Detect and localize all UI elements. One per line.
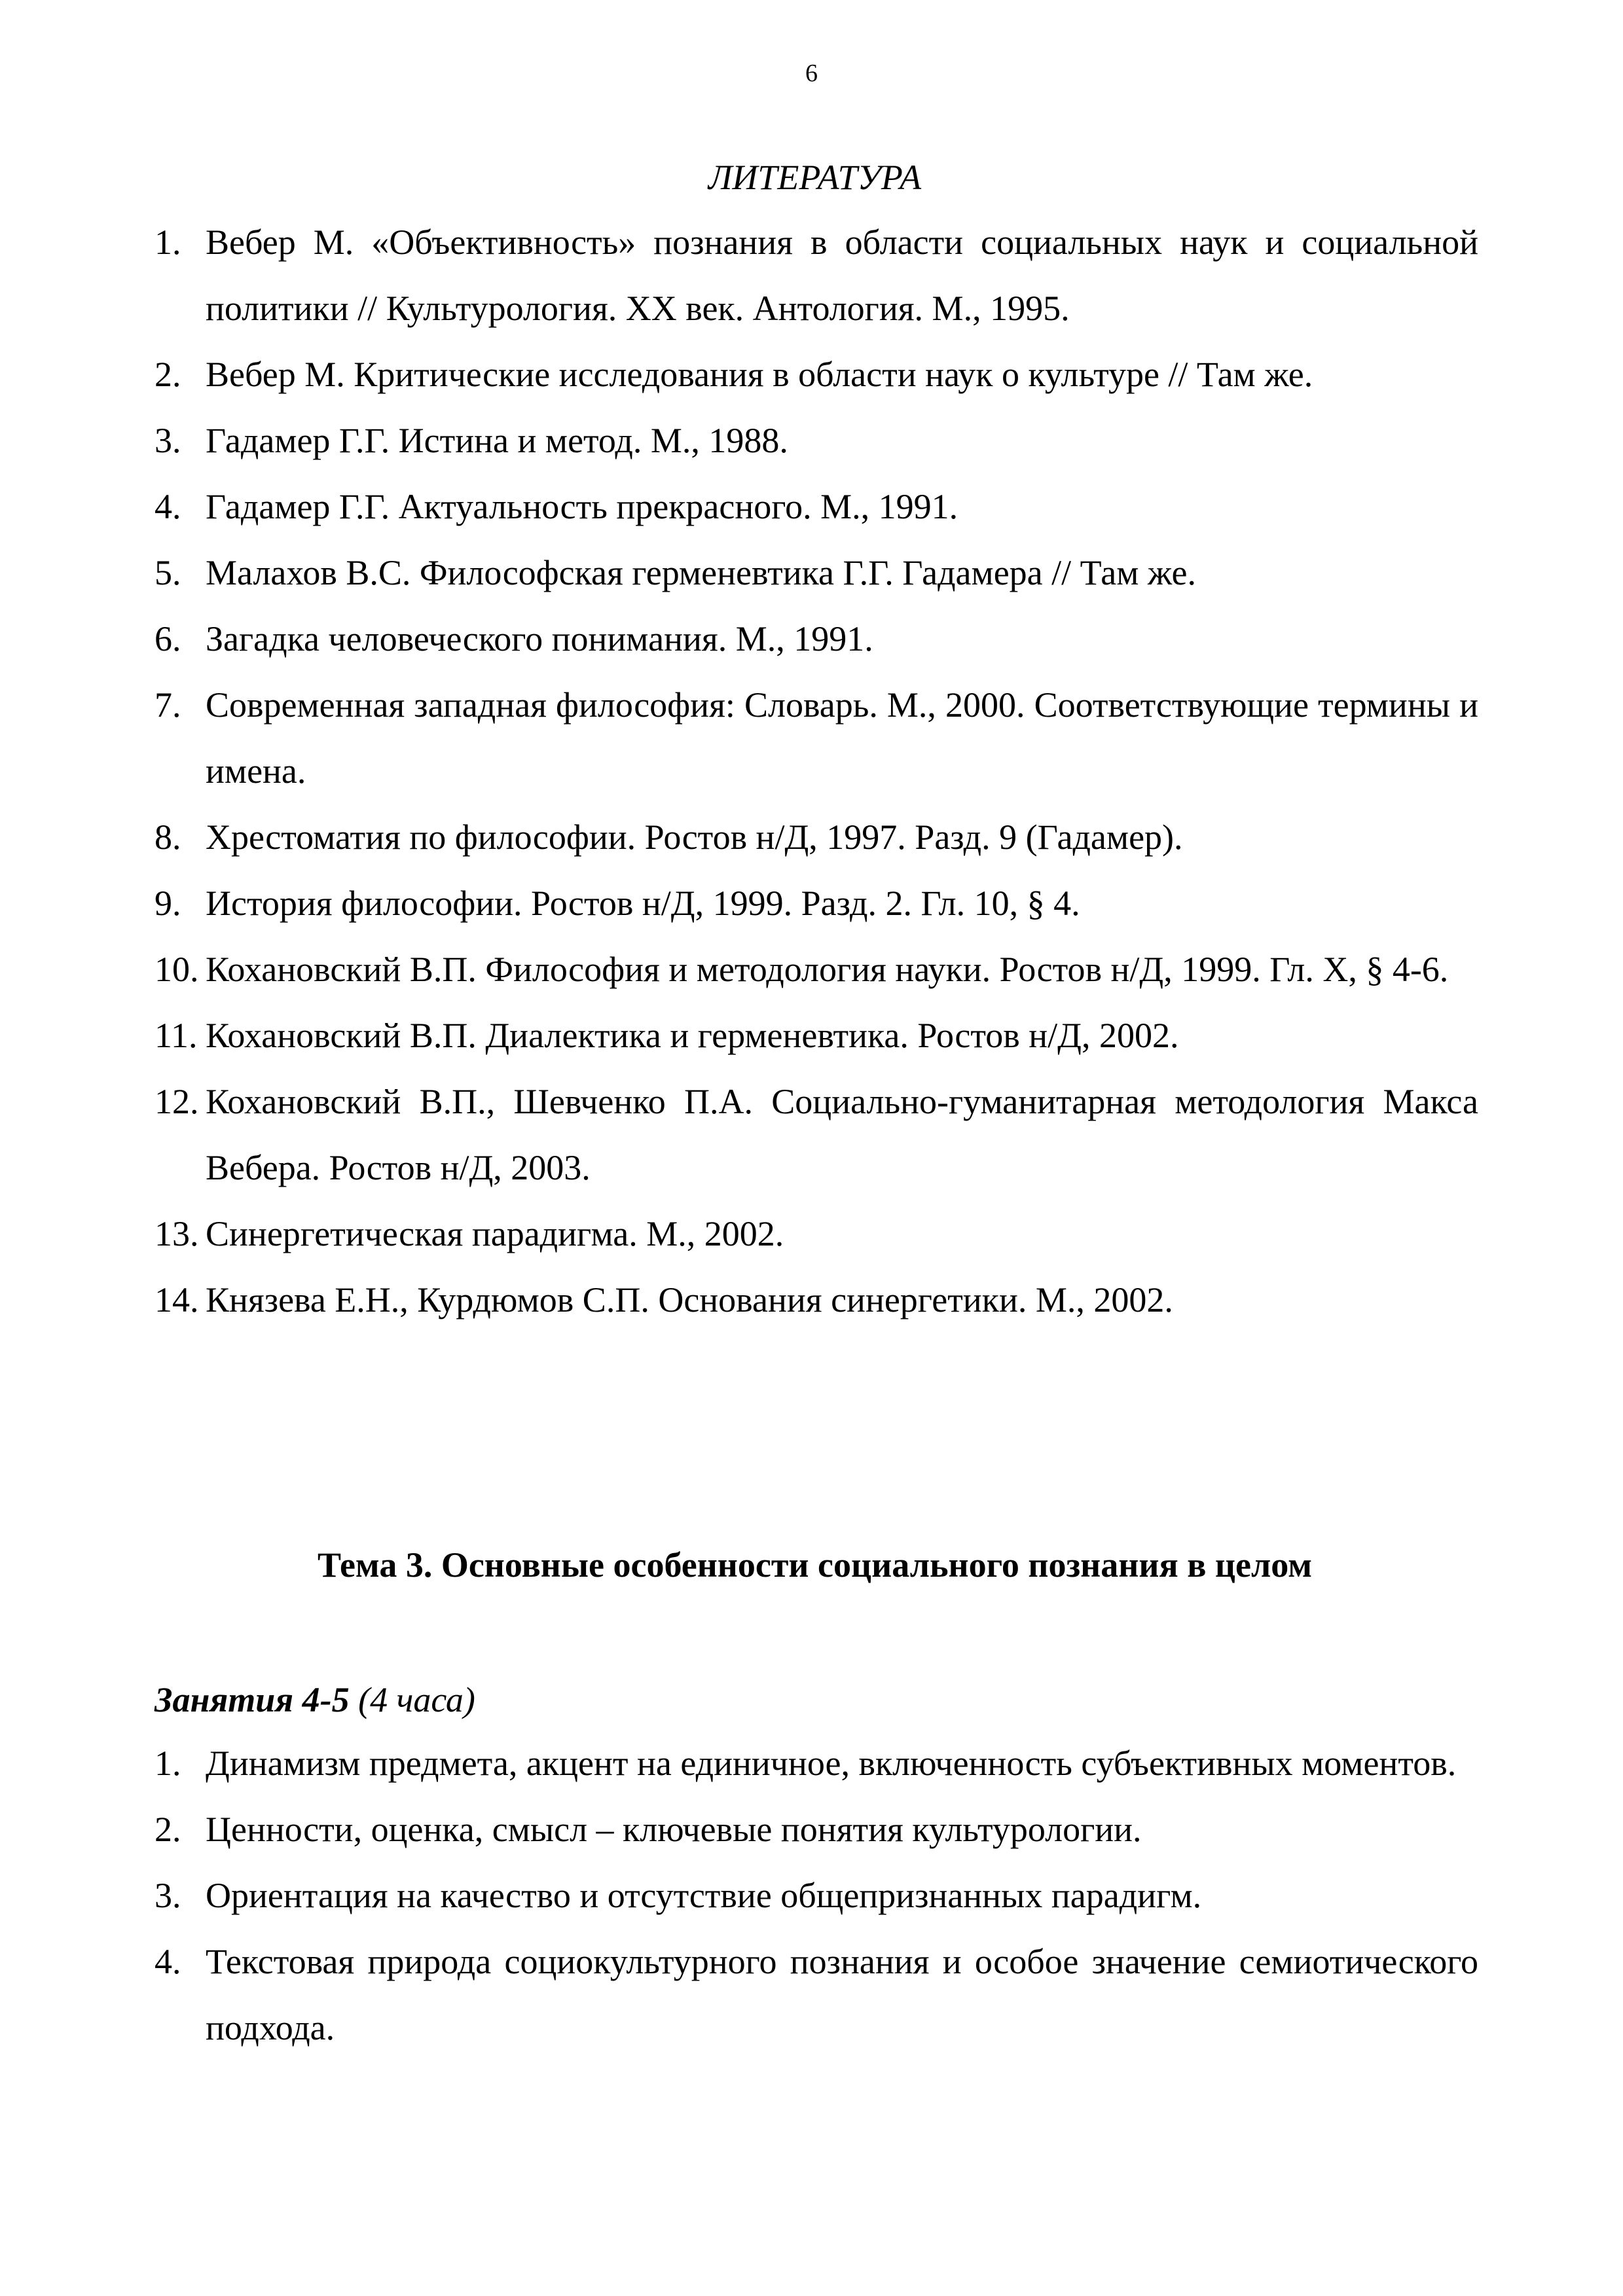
list-item bbox=[155, 474, 1478, 540]
list-item bbox=[155, 804, 1478, 870]
item-number: 13. bbox=[155, 1214, 199, 1253]
item-text: Кохановский В.П. Философия и методология науки. Ростов н/Д, 1999. Гл. X, § 4-6. bbox=[206, 950, 1449, 989]
item-number: 11. bbox=[155, 1016, 198, 1055]
literature-list bbox=[155, 209, 1478, 1333]
literature-heading: ЛИТЕРАТУРА bbox=[708, 158, 922, 197]
item-number: 5. bbox=[155, 553, 181, 592]
list-item bbox=[155, 1069, 1478, 1201]
list-item bbox=[155, 1797, 1478, 1863]
list-item bbox=[155, 606, 1478, 672]
item-number: 6. bbox=[155, 619, 181, 658]
item-text: Хрестоматия по философии. Ростов н/Д, 1997. Разд. 9 (Гадамер). bbox=[206, 817, 1183, 857]
list-item bbox=[155, 1929, 1478, 2061]
list-item bbox=[155, 1863, 1478, 1929]
item-number: 2. bbox=[155, 1810, 181, 1849]
item-text: Вебер М. Критические исследования в области наук о культуре // Там же. bbox=[206, 355, 1313, 394]
item-number: 1. bbox=[155, 1744, 181, 1783]
list-item bbox=[155, 870, 1478, 937]
item-number: 10. bbox=[155, 950, 199, 989]
item-text: Современная западная философия: Словарь. М., 2000. Соответствующие термины и имена. bbox=[206, 685, 1478, 791]
list-item bbox=[155, 209, 1478, 342]
item-text: Динамизм предмета, акцент на единичное, включенность субъективных моментов. bbox=[206, 1744, 1457, 1783]
item-text: Кохановский В.П. Диалектика и герменевтика. Ростов н/Д, 2002. bbox=[206, 1016, 1179, 1055]
topic-title: Тема 3. Основные особенности социального познания в целом bbox=[317, 1545, 1312, 1585]
topic-questions-list bbox=[155, 1731, 1478, 2061]
item-number: 3. bbox=[155, 421, 181, 460]
item-text: Кохановский В.П., Шевченко П.А. Социально-гуманитарная методология Макса Вебера. Ростов н/Д, 2003. bbox=[206, 1082, 1478, 1187]
item-text: Ориентация на качество и отсутствие общепризнанных парадигм. bbox=[206, 1876, 1202, 1915]
session-label: Занятия 4-5 bbox=[155, 1680, 350, 1719]
item-number: 3. bbox=[155, 1876, 181, 1915]
item-number: 8. bbox=[155, 817, 181, 857]
list-item bbox=[155, 937, 1478, 1003]
session-heading bbox=[155, 1677, 475, 1723]
list-item bbox=[155, 672, 1478, 804]
item-text: Гадамер Г.Г. Актуальность прекрасного. М., 1991. bbox=[206, 487, 958, 526]
item-number: 1. bbox=[155, 223, 181, 262]
item-text: История философии. Ростов н/Д, 1999. Разд. 2. Гл. 10, § 4. bbox=[206, 884, 1080, 923]
item-text: Ценности, оценка, смысл – ключевые понятия культурологии. bbox=[206, 1810, 1142, 1849]
item-text: Загадка человеческого понимания. М., 1991. bbox=[206, 619, 873, 658]
item-number: 7. bbox=[155, 685, 181, 725]
session-hours: (4 часа) bbox=[349, 1680, 475, 1719]
list-item bbox=[155, 408, 1478, 474]
item-text: Малахов В.С. Философская герменевтика Г.Г. Гадамера // Там же. bbox=[206, 553, 1196, 592]
item-number: 2. bbox=[155, 355, 181, 394]
list-item bbox=[155, 342, 1478, 408]
item-number: 4. bbox=[155, 1942, 181, 1981]
item-number: 4. bbox=[155, 487, 181, 526]
list-item bbox=[155, 1267, 1478, 1333]
list-item bbox=[155, 1731, 1478, 1797]
list-item bbox=[155, 1201, 1478, 1267]
list-item bbox=[155, 540, 1478, 606]
page-number: 6 bbox=[805, 60, 818, 87]
item-text: Гадамер Г.Г. Истина и метод. М., 1988. bbox=[206, 421, 788, 460]
item-text: Вебер М. «Объективность» познания в области социальных наук и социальной политики // Культурология. XX век. Антология. М., 1995. bbox=[206, 223, 1478, 328]
item-number: 14. bbox=[155, 1280, 199, 1319]
list-item bbox=[155, 1003, 1478, 1069]
item-text: Князева Е.Н., Курдюмов С.П. Основания синергетики. М., 2002. bbox=[206, 1280, 1173, 1319]
item-text: Синергетическая парадигма. М., 2002. bbox=[206, 1214, 784, 1253]
item-text: Текстовая природа социокультурного познания и особое значение семиотического подхода. bbox=[206, 1942, 1478, 2047]
item-number: 12. bbox=[155, 1082, 199, 1121]
item-number: 9. bbox=[155, 884, 181, 923]
